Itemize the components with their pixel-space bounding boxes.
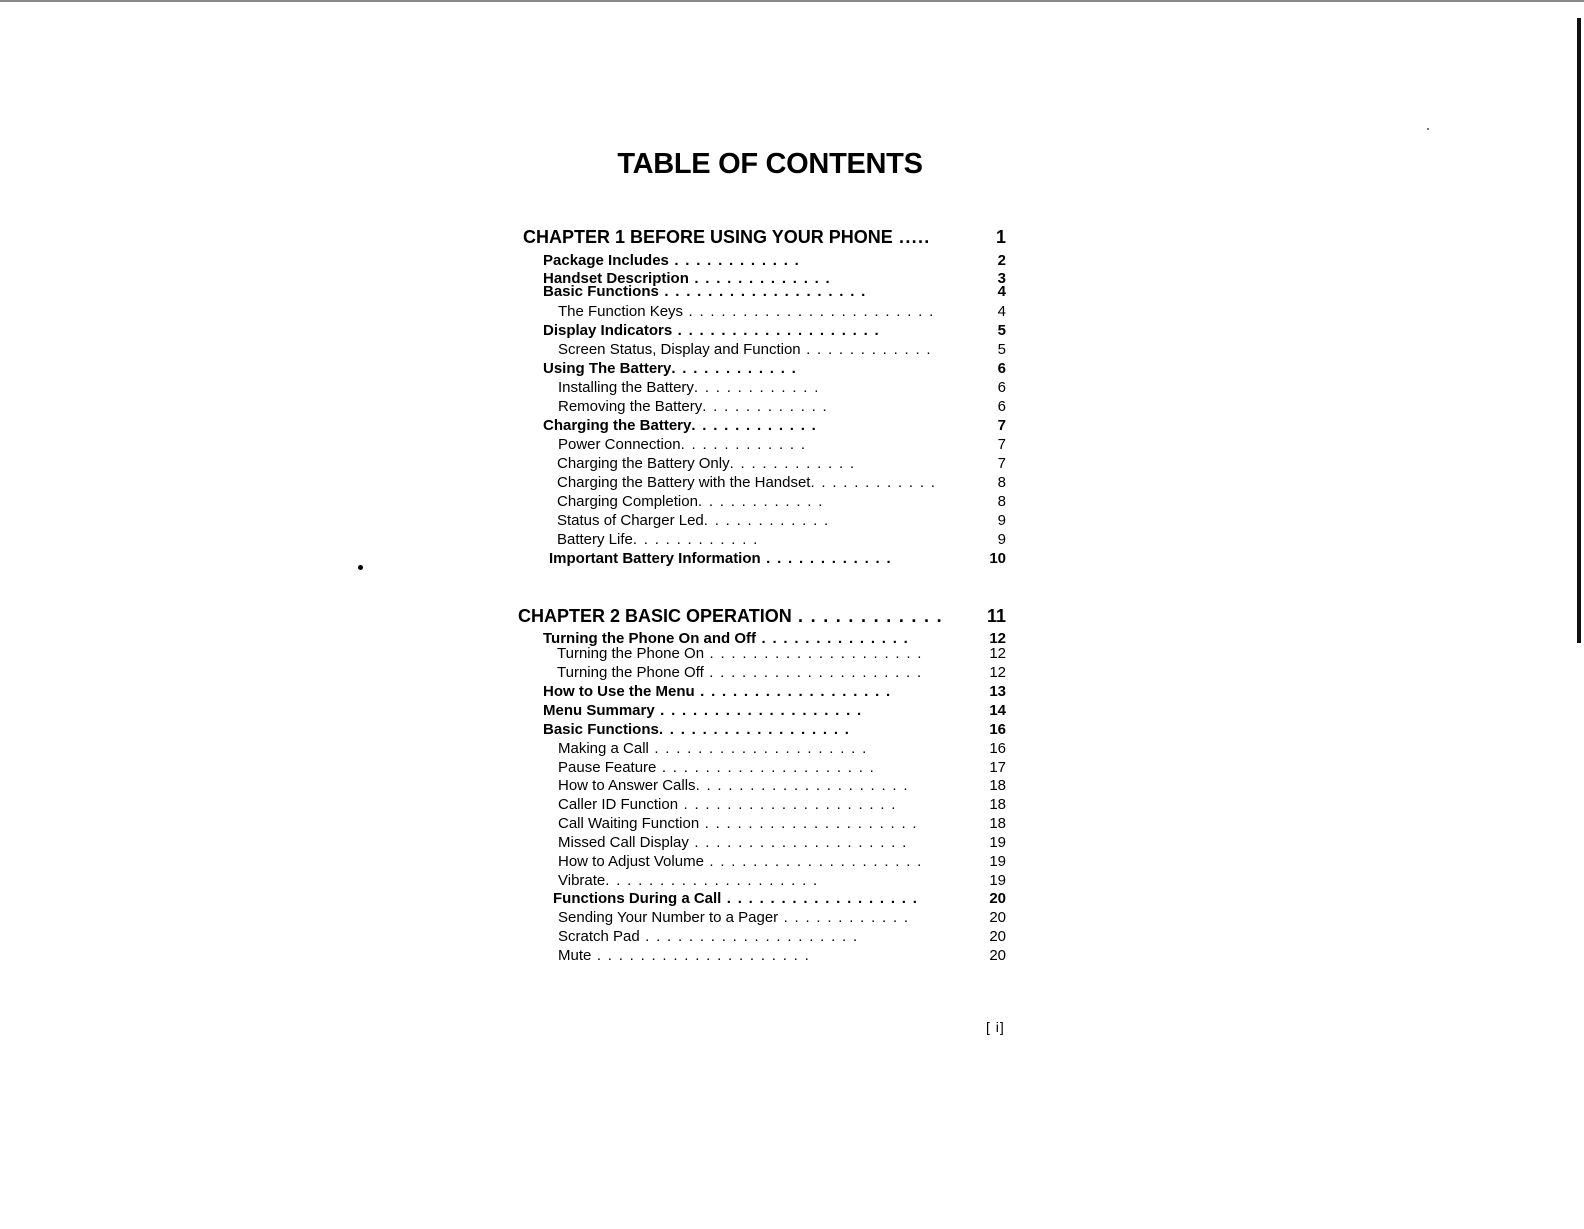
toc-page-number: 1 xyxy=(995,227,1006,247)
toc-leader-dots: . . . . . . . . . . . . xyxy=(760,550,892,567)
toc-leader-dots: . . . . . . . . . . . . xyxy=(668,252,801,269)
toc-entry xyxy=(549,550,892,568)
toc-leader-dots: . . . . . . . . . . . . . . . . . . . . xyxy=(695,777,909,794)
toc-entry-title: Menu Summary xyxy=(543,702,655,719)
toc-leader-dots: . . . . . . . . . . . . . . . . . . . . xyxy=(699,815,918,832)
toc-entry xyxy=(557,455,855,473)
toc-leader-dots: . . . . . . . . . . . . . . . . . . xyxy=(721,890,919,907)
toc-leader-dots: . . . . . . . . . . . . . . . . . . . xyxy=(654,702,863,719)
stray-speck xyxy=(1427,128,1429,130)
toc-page-number: 12 xyxy=(989,664,1006,681)
toc-entry xyxy=(558,740,868,758)
toc-entry xyxy=(558,928,858,946)
page-title: TABLE OF CONTENTS xyxy=(617,148,923,180)
toc-entry-title: Call Waiting Function xyxy=(558,815,700,832)
toc-entry-title: The Function Keys xyxy=(558,303,684,320)
toc-entry-title: CHAPTER 2 BASIC OPERATION xyxy=(518,606,792,626)
toc-entry-title: Charging the Battery Only xyxy=(557,455,730,472)
toc-leader-dots: . . . . . . . . . . . . . . . . . . . . xyxy=(704,645,923,662)
toc-page-number: 7 xyxy=(997,417,1006,434)
toc-leader-dots: . . . . . . . . . . . . . . . . . . xyxy=(658,721,851,738)
toc-leader-dots: . . . . . . . . . . . . xyxy=(671,360,798,377)
toc-entry-title: Screen Status, Display and Function xyxy=(558,341,801,358)
toc-page-number: 20 xyxy=(989,909,1006,926)
toc-entry xyxy=(543,322,880,340)
toc-entry-title: Functions During a Call xyxy=(553,890,722,907)
toc-entry-title: Turning the Phone Off xyxy=(557,664,704,681)
toc-entry-title: How to Answer Calls xyxy=(558,777,696,794)
toc-page-number: 18 xyxy=(989,815,1006,832)
toc-page-number: 12 xyxy=(989,630,1006,647)
toc-entry xyxy=(543,417,817,435)
toc-leader-dots: . . . . . . . . . . . . . . . . . . . xyxy=(658,283,867,300)
toc-leader-dots: . . . . . . . . . . . . . . . . . . . . xyxy=(703,853,923,870)
stray-mark xyxy=(358,565,363,570)
toc-page-number: 16 xyxy=(989,740,1006,757)
toc-page-number: 7 xyxy=(997,436,1006,453)
toc-leader-dots: . . . . . . . . . . . . . . . . . . . . xyxy=(648,740,868,757)
toc-leader-dots: . . . . . . . . . . . . . . . . . . . . . . . xyxy=(683,303,935,320)
toc-entry xyxy=(558,815,918,833)
toc-entry-title: How to Use the Menu xyxy=(543,683,695,700)
toc-chapter-heading xyxy=(518,605,943,627)
toc-entry-title: Power Connection xyxy=(558,436,681,453)
toc-entry-title: Charging the Battery with the Handset xyxy=(557,474,811,491)
toc-leader-dots: . . . . . . . . . . . . . xyxy=(688,270,832,287)
toc-entry xyxy=(557,645,923,663)
toc-page-number: 4 xyxy=(997,303,1006,320)
toc-page-number: 20 xyxy=(989,928,1006,945)
toc-page-number: 10 xyxy=(989,550,1006,567)
toc-entry-title: Charging Completion xyxy=(557,493,698,510)
toc-page-number: 13 xyxy=(989,683,1006,700)
toc-leader-dots: . . . . . . . . . . . . xyxy=(729,455,856,472)
toc-entry-title: Handset Description xyxy=(543,270,689,287)
toc-page-number: 8 xyxy=(997,474,1006,491)
toc-leader-dots: . . . . . . . . . . . . . . . . . . . xyxy=(672,322,880,339)
toc-page-number: 6 xyxy=(997,360,1006,377)
toc-leader-dots: . . . . . . . . . . . . . . . . . . . . xyxy=(605,872,819,889)
toc-entry xyxy=(543,283,867,301)
toc-page-number: 5 xyxy=(997,341,1006,358)
toc-leader-dots: . . . . . . . . . . . . . . . . . . xyxy=(694,683,892,700)
toc-page-number: 6 xyxy=(997,379,1006,396)
toc-entry-title: Removing the Battery xyxy=(558,398,703,415)
page-edge-bar xyxy=(1577,18,1581,643)
toc-page-number: 4 xyxy=(997,283,1006,300)
toc-page-number: 17 xyxy=(989,759,1006,776)
toc-page-number: 6 xyxy=(997,398,1006,415)
toc-entry-title: Pause Feature xyxy=(558,759,657,776)
toc-leader-dots: . . . . . . . . . . . . xyxy=(691,417,818,434)
toc-page-number: 20 xyxy=(989,890,1006,907)
toc-entry-title: Sending Your Number to a Pager xyxy=(558,909,779,926)
toc-entry xyxy=(553,890,918,908)
toc-entry xyxy=(558,759,875,777)
toc-entry-title: Turning the Phone On and Off xyxy=(543,630,757,647)
toc-entry xyxy=(543,702,862,720)
toc-entry-title: Using The Battery xyxy=(543,360,672,377)
toc-entry xyxy=(558,436,806,454)
toc-entry xyxy=(558,834,908,852)
toc-entry xyxy=(558,947,810,965)
toc-page-number: 2 xyxy=(997,252,1006,269)
toc-leader-dots: . . . . . . . . . . . . xyxy=(632,531,759,548)
toc-leader-dots: . . . . . . . . . . . . xyxy=(791,606,943,626)
top-rule xyxy=(0,0,1584,2)
toc-entry-title: Mute xyxy=(558,947,592,964)
toc-entry xyxy=(558,379,820,397)
toc-entry-title: Turning the Phone On xyxy=(557,645,705,662)
toc-entry xyxy=(543,360,797,378)
toc-entry xyxy=(558,853,923,871)
toc-entry xyxy=(558,398,828,416)
toc-entry-title: Package Includes xyxy=(543,252,669,269)
toc-entry-title: Battery Life xyxy=(557,531,633,548)
toc-page-number: 20 xyxy=(989,947,1006,964)
toc-page-number: 18 xyxy=(989,796,1006,813)
toc-entry xyxy=(557,493,824,511)
toc-entry-title: Status of Charger Led xyxy=(557,512,704,529)
toc-page-number: 7 xyxy=(997,455,1006,472)
toc-page-number: 8 xyxy=(997,493,1006,510)
toc-leader-dots: ..... xyxy=(892,227,931,247)
toc-leader-dots: . . . . . . . . . . . . . . . . . . . . xyxy=(656,759,876,776)
toc-entry xyxy=(557,664,922,682)
toc-leader-dots: . . . . . . . . . . . . xyxy=(703,512,830,529)
toc-entry xyxy=(558,872,819,890)
toc-entry-title: Display Indicators xyxy=(543,322,673,339)
toc-entry-title: Charging the Battery xyxy=(543,417,692,434)
toc-leader-dots: . . . . . . . . . . . . xyxy=(800,341,932,358)
toc-leader-dots: . . . . . . . . . . . . xyxy=(697,493,824,510)
toc-entry-title: Basic Functions xyxy=(543,283,659,300)
toc-page-number: 16 xyxy=(989,721,1006,738)
toc-entry xyxy=(557,474,936,492)
toc-entry xyxy=(557,512,830,530)
toc-leader-dots: . . . . . . . . . . . . xyxy=(680,436,807,453)
toc-entry xyxy=(543,252,800,270)
toc-leader-dots: . . . . . . . . . . . . . . . . . . . . xyxy=(678,796,897,813)
toc-page-number: 3 xyxy=(997,270,1006,287)
toc-entry-title: How to Adjust Volume xyxy=(558,853,704,870)
toc-page-number: 19 xyxy=(989,853,1006,870)
toc-entry-title: Scratch Pad xyxy=(558,928,640,945)
toc-entry xyxy=(558,796,897,814)
toc-page-number: 11 xyxy=(986,606,1006,626)
toc-entry xyxy=(558,341,932,359)
toc-page-number: 5 xyxy=(997,322,1006,339)
toc-entry xyxy=(558,909,909,927)
toc-page-number: 14 xyxy=(989,702,1006,719)
toc-entry-title: Caller ID Function xyxy=(558,796,679,813)
toc-page-number: 9 xyxy=(997,512,1006,529)
toc-leader-dots: . . . . . . . . . . . . . . xyxy=(756,630,910,647)
toc-entry xyxy=(557,531,759,549)
toc-leader-dots: . . . . . . . . . . . . xyxy=(693,379,820,396)
toc-entry-title: Important Battery Information xyxy=(549,550,761,567)
toc-page-number: 18 xyxy=(989,777,1006,794)
toc-leader-dots: . . . . . . . . . . . . . . . . . . . . xyxy=(639,928,859,945)
toc-entry xyxy=(558,777,909,795)
toc-entry-title: Missed Call Display xyxy=(558,834,689,851)
toc-entry-title: Installing the Battery xyxy=(558,379,694,396)
page-number-footer: [ i] xyxy=(986,1019,1005,1035)
toc-entry-title: Basic Functions xyxy=(543,721,659,738)
toc-entry xyxy=(558,303,935,321)
toc-page-number: 19 xyxy=(989,872,1006,889)
toc-leader-dots: . . . . . . . . . . . . . . . . . . . . xyxy=(688,834,908,851)
toc-page-number: 9 xyxy=(997,531,1006,548)
toc-leader-dots: . . . . . . . . . . . . xyxy=(702,398,829,415)
toc-leader-dots: . . . . . . . . . . . . xyxy=(810,474,937,491)
toc-leader-dots: . . . . . . . . . . . . . . . . . . . . xyxy=(703,664,923,681)
toc-leader-dots: . . . . . . . . . . . . xyxy=(778,909,910,926)
toc-page-number: 19 xyxy=(989,834,1006,851)
toc-chapter-heading xyxy=(523,226,931,248)
toc-page-number: 12 xyxy=(989,645,1006,662)
toc-entry-title: Vibrate xyxy=(558,872,606,889)
toc-entry xyxy=(543,683,892,701)
toc-entry-title: CHAPTER 1 BEFORE USING YOUR PHONE xyxy=(523,227,893,247)
toc-entry-title: Making a Call xyxy=(558,740,649,757)
toc-entry xyxy=(543,721,850,739)
toc-leader-dots: . . . . . . . . . . . . . . . . . . . . xyxy=(591,947,811,964)
